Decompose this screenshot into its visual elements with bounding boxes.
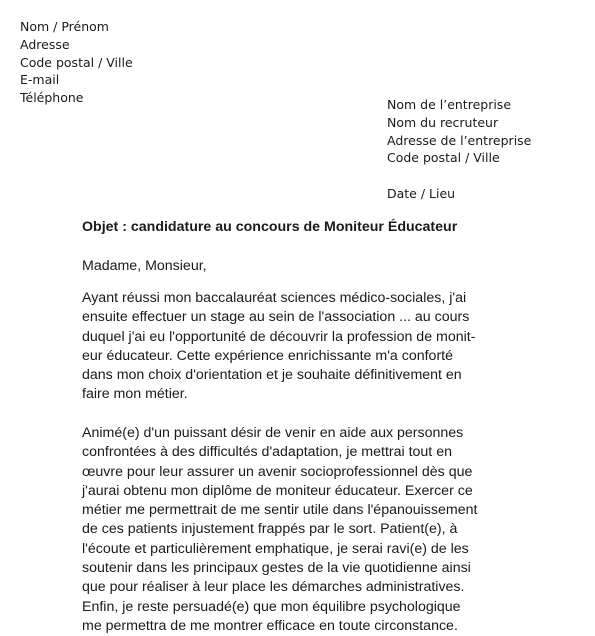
recipient-postal-city: Code postal / Ville [387, 150, 500, 166]
recipient-company: Nom de l’entreprise [387, 97, 512, 112]
sender-block [20, 18, 133, 107]
letter-paragraph-1 [82, 289, 522, 405]
recipient-recruiter: Nom du recruteur [387, 114, 499, 130]
paragraph-line: de ces patients injustement frappés par le sort. Patient(e), à [82, 521, 458, 538]
paragraph-line: que pour réaliser à leur place les démarches administratives. [82, 579, 465, 596]
paragraph-line: métier me permettrait de me sentir utile dans l'épanouissement [82, 502, 478, 519]
sender-name: Nom / Prénom [20, 19, 109, 34]
recipient-address: Adresse de l’entreprise [387, 132, 532, 148]
paragraph-line: Animé(e) d'un puissant désir de venir en aide aux personnes [82, 425, 464, 441]
date-place: Date / Lieu [387, 186, 456, 201]
paragraph-line: eur éducateur. Cette expérience enrichissante m'a conforté [82, 347, 454, 364]
recipient-block [387, 96, 531, 167]
sender-phone: Téléphone [20, 90, 84, 106]
paragraph-line: ensuite effectuer un stage au sein de l'association ... au cours [82, 309, 470, 326]
sender-postal-city: Code postal / Ville [20, 54, 133, 70]
paragraph-line: l'écoute et particulièrement emphatique, je serai ravi(e) de les [82, 540, 469, 557]
paragraph-line: me permettra de me montrer efficace en toute circonstance. [82, 617, 458, 634]
letter-paragraph-2 [82, 424, 522, 636]
paragraph-line: soutenir dans les principaux gestes de la vie quotidienne ainsi [82, 560, 471, 577]
paragraph-line: j'aurai obtenu mon diplôme de moniteur éducateur. Exercer ce [82, 482, 473, 499]
paragraph-line: dans mon choix d'orientation et je souhaite définitivement en [82, 367, 462, 384]
letter-subject: Objet : candidature au concours de Moniteur Éducateur [82, 219, 458, 235]
paragraph-line: confrontées à des difficultés d'adaptation, je mettrai tout en [82, 444, 452, 461]
sender-address: Adresse [20, 36, 70, 52]
paragraph-line: duquel j'ai eu l'opportunité de découvrir la profession de monit- [82, 328, 476, 345]
paragraph-line: œuvre pour leur assurer un avenir socioprofessionnel dès que [82, 463, 473, 480]
sender-email: E-mail [20, 72, 60, 88]
paragraph-line: Enfin, je reste persuadé(e) que mon équilibre psychologique [82, 598, 461, 615]
paragraph-line: faire mon métier. [82, 386, 188, 403]
letter-salutation: Madame, Monsieur, [82, 258, 207, 274]
paragraph-line: Ayant réussi mon baccalauréat sciences médico-sociales, j'ai [82, 290, 467, 306]
